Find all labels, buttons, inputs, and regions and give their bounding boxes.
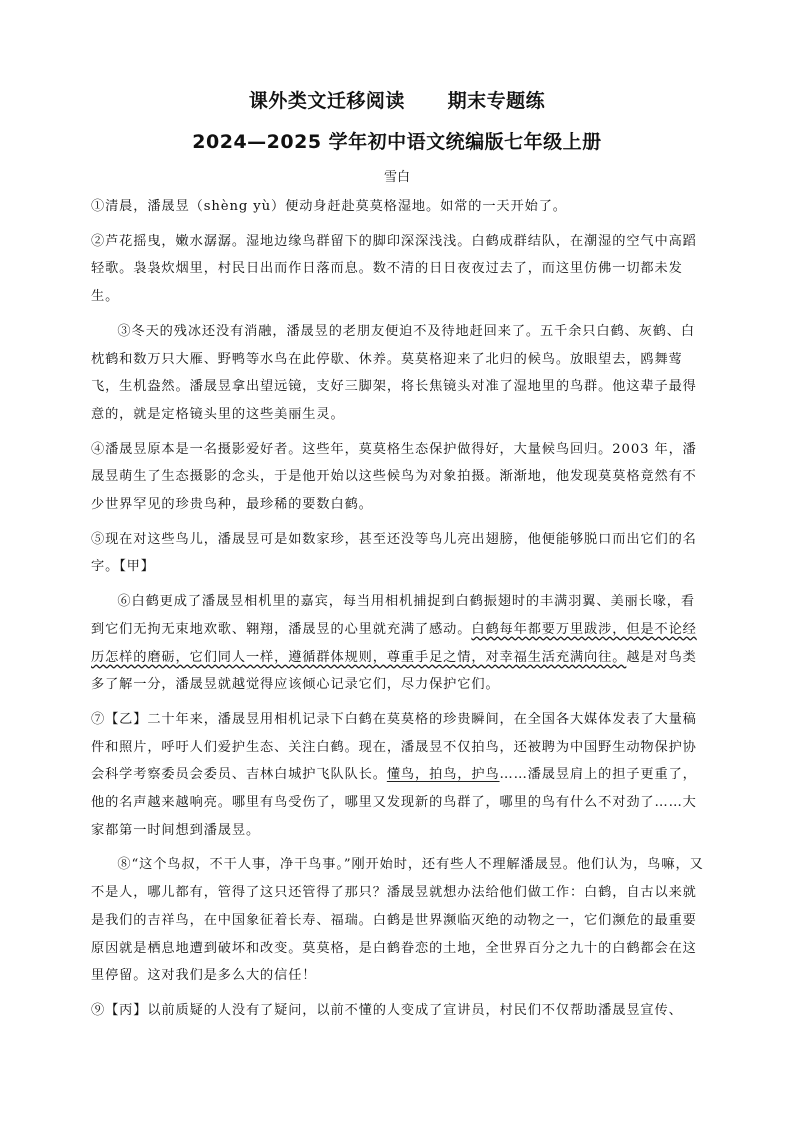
document-title: 课外类文迁移阅读 期末专题练: [248, 90, 546, 112]
paragraph-2: ②芦花摇曳，嫩水潺潺。湿地边缘鸟群留下的脚印深深浅浅。白鹤成群结队，在潮湿的空气中高蹈轻歌。袅袅炊烟里，村民日出而作日落而息。数不清的日日夜夜过去了，而这里仿佛一切都未发生。: [91, 233, 697, 305]
article-body: [91, 193, 708, 1032]
paragraph-5: ⑤现在对这些鸟儿，潘晟昱可是如数家珍，甚至还没等鸟儿亮出翅膀，他便能够脱口而出它们的名字。【甲】: [91, 531, 697, 575]
paragraph-6-underlined-sentence: 白鹤每年都要万里跋涉，但是不论经历怎样的磨砺，它们同人一样，遵循群体规则，尊重手足之情，对幸福生活充满向往。: [91, 621, 697, 665]
paragraph-7: [91, 706, 708, 845]
paragraph-1: ①清晨，潘晟昱（shèng yù）便动身赶赴莫莫格湿地。如常的一天开始了。: [91, 199, 567, 214]
paragraph-7-ending: ……潘晟昱肩上的担子更重了，他的名声越来越响亮。哪里有鸟受伤了，哪里又发现新的鸟群了，哪里的鸟有什么不对劲了……大家都第一时间想到潘晟昱。: [91, 767, 697, 838]
document-subtitle: 2024—2025 学年初中语文统编版七年级上册: [192, 131, 602, 153]
paragraph-7-intro: ⑦【乙】二十年来，潘晟昱用相机记录下白鹤在莫莫格的珍贵瞬间，在全国各大媒体发表了大量稿件和照片，呼吁人们爱护生态、关注白鹤。现在，潘晟昱不仅拍鸟，还被聘为中国野生动物保护协会科学考察委员会委员、吉林白城护飞队队长。: [91, 711, 697, 783]
paragraph-6: [91, 588, 708, 699]
paragraph-9: ⑨【丙】以前质疑的人没有了疑问，以前不懂的人变成了宣讲员，村民们不仅帮助潘晟昱宣传、: [91, 1002, 683, 1018]
paragraph-7-underlined-phrase: 懂鸟，拍鸟，护鸟: [386, 767, 500, 783]
paragraph-4: ④潘晟昱原本是一名摄影爱好者。这些年，莫莫格生态保护做得好，大量候鸟回归。2003 年，潘晟昱萌生了生态摄影的念头，于是他开始以这些候鸟为对象拍摄。渐渐地，他发现莫莫格竟然有不少世界罕见的珍贵鸟种，最珍稀的要数白鹤。: [91, 441, 697, 513]
paragraph-6-intro: ⑥白鹤更成了潘晟昱相机里的嘉宾，每当用相机捕捉到白鹤振翅时的丰满羽翼、美丽长喙，看到它们无拘无束地欢歌、翱翔，潘晟昱的心里就充满了感动。: [91, 594, 695, 637]
paragraph-6-ending: 越是对鸟类多了解一分，潘晟昱就越觉得应该倾心记录它们，尽力保护它们。: [91, 649, 697, 693]
paragraph-3: ③冬天的残冰还没有消融，潘晟昱的老朋友便迫不及待地赶回来了。五千余只白鹤、灰鹤、白枕鹤和数万只大雁、野鸭等水鸟在此停歇、休养。莫莫格迎来了北归的候鸟。放眼望去，鸥舞莺飞，生机盎然。潘晟昱拿出望远镜，支好三脚架，将长焦镜头对准了湿地里的鸟群。他这辈子最得意的，就是定格镜头里的这些美丽生灵。: [91, 323, 697, 422]
paragraph-8: ⑧“这个鸟叔，不干人事，净干鸟事。”刚开始时，还有些人不理解潘晟昱。他们认为，鸟嘛，又不是人，哪儿都有，管得了这只还管得了那只？潘晟昱就想办法给他们做工作：白鹤，自古以来就是我们的吉祥鸟，在中国象征着长寿、福瑞。白鹤是世界濒临灭绝的动物之一，它们濒危的最重要原因就是栖息地遭到破坏和改变。莫莫格，是白鹤眷恋的土地，全世界百分之九十的白鹤都会在这里停留。这对我们是多么大的信任！: [91, 857, 704, 984]
article-title: 雪白: [383, 170, 410, 185]
